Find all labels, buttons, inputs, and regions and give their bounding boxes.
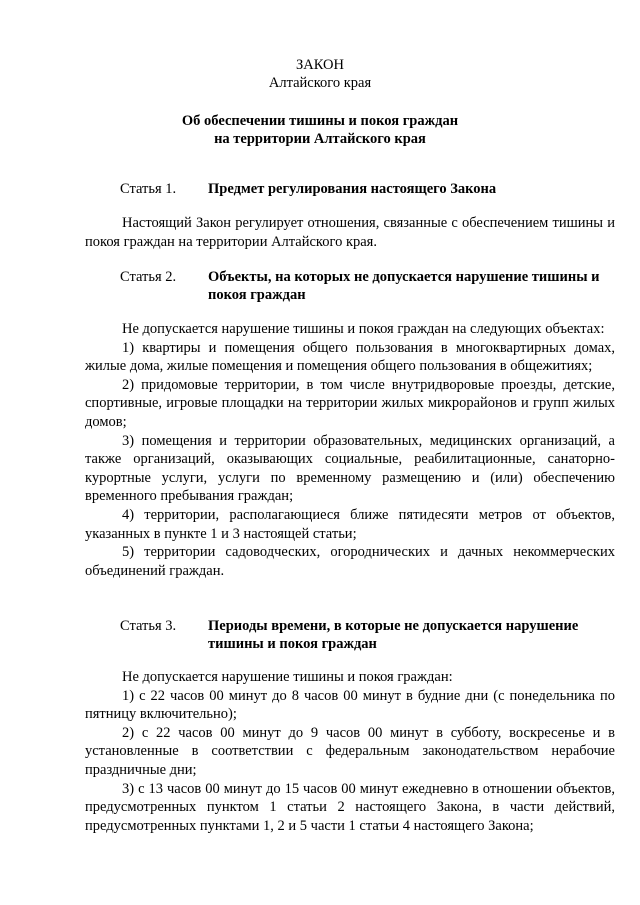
list-item: 5) территории садоводческих, огороднических и дачных некоммерческих объединений граждан.	[85, 544, 615, 579]
paragraph: Не допускается нарушение тишины и покоя граждан на следующих объектах:	[122, 321, 605, 337]
law-heading: ЗАКОН	[296, 57, 344, 73]
list-item: 3) с 13 часов 00 минут до 15 часов 00 минут ежедневно в отношении объектов, предусмотренных пунктом 1 статьи 2 настоящего Закона, в части действий, предусмотренных пунктами 1, 2 и 5 части 1 статьи 4 настоящего Закона;	[85, 780, 615, 834]
paragraph: Настоящий Закон регулирует отношения, связанные с обеспечением тишины и покоя граждан на территории Алтайского края.	[85, 215, 615, 250]
law-title-line-1: Об обеспечении тишины и покоя граждан	[181, 113, 459, 129]
law-title	[0, 112, 640, 148]
article-3-body	[85, 668, 615, 835]
article-1-name: Предмет регулирования настоящего Закона	[208, 181, 497, 197]
article-1-number: Статья 1.	[120, 181, 177, 197]
list-item: 2) придомовые территории, в том числе внутридворовые проезды, детские, спортивные, игровые площадки на территории жилых микрорайонов и групп жилых домов;	[85, 376, 615, 430]
article-1-body	[85, 214, 615, 251]
list-item: 1) квартиры и помещения общего пользования в многоквартирных домах, жилые дома, жилые помещения и помещения общего пользования в общежитиях;	[85, 339, 615, 375]
list-item: 3) помещения и территории образовательных, медицинских организаций, а также организаций, оказывающих социальные, реабилитационные, санаторно-курортные услуги, услуги по временному размещению и (или) обеспечению временного пребывания граждан;	[85, 432, 615, 505]
list-item: 2) с 22 часов 00 минут до 9 часов 00 минут в субботу, воскресенье и в установленные в соответствии с федеральным законодательством нерабочие праздничные дни;	[85, 724, 615, 778]
law-title-line-2: на территории Алтайского края	[214, 131, 426, 147]
paragraph: Не допускается нарушение тишины и покоя граждан:	[122, 669, 453, 685]
article-3-name: Периоды времени, в которые не допускается нарушение тишины и покоя граждан	[208, 618, 579, 652]
list-item: 4) территории, располагающиеся ближе пятидесяти метров от объектов, указанных в пункте 1 и 3 настоящей статьи;	[85, 506, 615, 542]
law-region: Алтайского края	[268, 75, 372, 91]
article-2-number: Статья 2.	[120, 269, 177, 285]
article-2-body	[85, 320, 615, 580]
article-2-name: Объекты, на которых не допускается нарушение тишины и покоя граждан	[208, 269, 600, 303]
article-3-number: Статья 3.	[120, 618, 177, 634]
list-item: 1) с 22 часов 00 минут до 8 часов 00 минут в будние дни (с понедельника по пятницу включительно);	[85, 687, 615, 723]
